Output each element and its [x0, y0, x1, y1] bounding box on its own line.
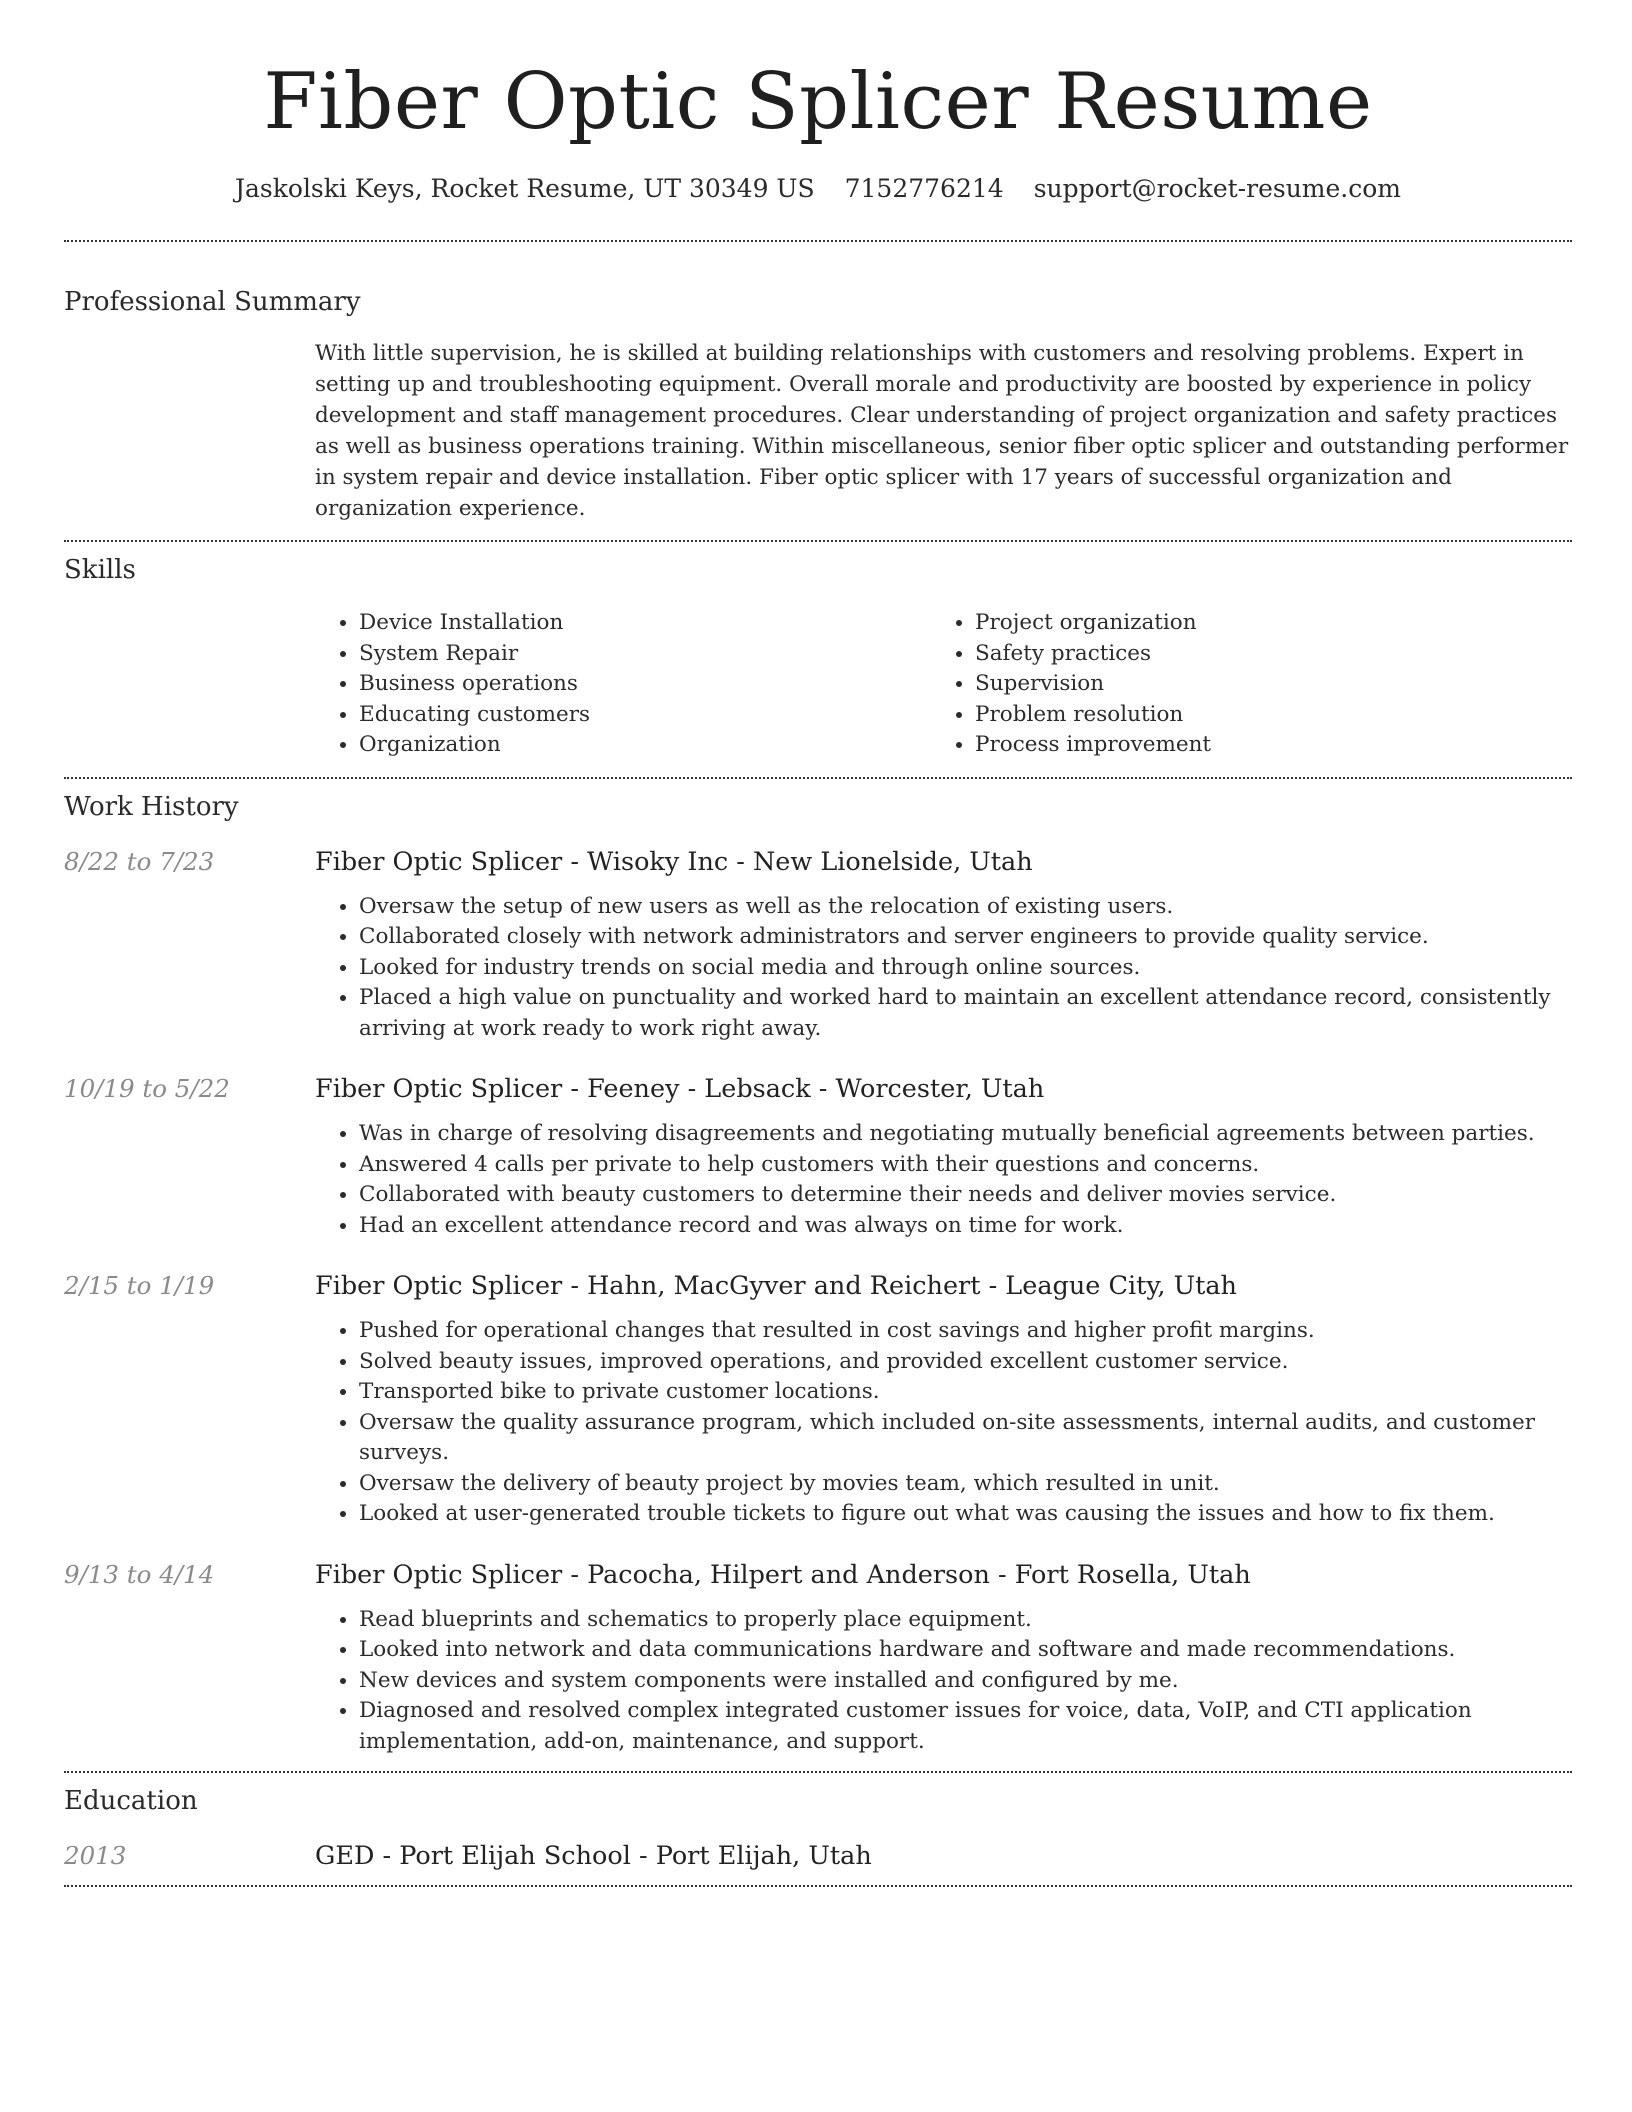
- summary-section: [64, 242, 1572, 524]
- divider: [64, 1885, 1572, 1887]
- job-bullets: [315, 892, 1572, 1045]
- job-entry: [64, 1560, 1572, 1758]
- resume-title: Fiber Optic Splicer Resume: [263, 57, 1373, 147]
- job-bullet: • Oversaw the setup of new users as well as the relocation of existing users.: [359, 892, 1572, 923]
- job-entry: [64, 847, 1572, 1045]
- work-history-section: [64, 779, 1572, 1758]
- job-bullet: • Oversaw the delivery of beauty project by movies team, which resulted in unit.: [359, 1469, 1572, 1500]
- job-title: Fiber Optic Splicer - Hahn, MacGyver and Reichert - League City, Utah: [315, 1271, 1237, 1301]
- skills-columns: [315, 608, 1572, 761]
- job-title: Fiber Optic Splicer - Feeney - Lebsack - Worcester, Utah: [315, 1074, 1045, 1104]
- skill-item: • Organization: [359, 730, 931, 761]
- job-bullet: • Transported bike to private customer locations.: [359, 1377, 1572, 1408]
- job-entry: [64, 1271, 1572, 1530]
- contact-email: support@rocket-resume.com: [1033, 174, 1401, 203]
- job-bullet: • Collaborated with beauty customers to determine their needs and deliver movies service.: [359, 1180, 1572, 1211]
- job-bullets: [315, 1316, 1572, 1530]
- contact-line: [64, 174, 1572, 204]
- job-bullet: • Placed a high value on punctuality and worked hard to maintain an excellent attendance record, consistently arriving at work ready to work right away.: [359, 983, 1572, 1044]
- education-detail: GED - Port Elijah School - Port Elijah, Utah: [315, 1841, 872, 1871]
- summary-heading: Professional Summary: [64, 287, 361, 317]
- job-dates: 10/19 to 5/22: [64, 1074, 230, 1103]
- skill-item: • Safety practices: [975, 639, 1555, 670]
- skills-section: [64, 542, 1572, 761]
- skill-item: • Project organization: [975, 608, 1555, 639]
- skill-item: • Business operations: [359, 669, 931, 700]
- education-year: 2013: [64, 1841, 127, 1870]
- skills-list-left: [315, 608, 931, 761]
- job-bullet: • Had an excellent attendance record and was always on time for work.: [359, 1211, 1572, 1242]
- job-bullet: • Read blueprints and schematics to properly place equipment.: [359, 1605, 1572, 1636]
- job-bullet: • Oversaw the quality assurance program, which included on-site assessments, internal audits, and customer surveys.: [359, 1408, 1572, 1469]
- job-bullet: • Answered 4 calls per private to help customers with their questions and concerns.: [359, 1150, 1572, 1181]
- job-bullet: • Looked for industry trends on social media and through online sources.: [359, 953, 1572, 984]
- job-dates: 9/13 to 4/14: [64, 1559, 215, 1589]
- work-history-heading: Work History: [64, 791, 239, 822]
- summary-body: [315, 338, 1572, 524]
- job-bullet: • New devices and system components were installed and configured by me.: [359, 1666, 1572, 1697]
- job-bullets: [315, 1605, 1572, 1758]
- job-dates: 8/22 to 7/23: [64, 846, 215, 876]
- skills-list-right: [931, 608, 1555, 761]
- job-bullet: • Solved beauty issues, improved operations, and provided excellent customer service.: [359, 1347, 1572, 1378]
- job-bullets: [315, 1119, 1572, 1241]
- skill-item: • Device Installation: [359, 608, 931, 639]
- skill-item: • Supervision: [975, 669, 1555, 700]
- job-bullet: • Was in charge of resolving disagreements and negotiating mutually beneficial agreements between parties.: [359, 1119, 1572, 1150]
- resume-page: [64, 0, 1572, 1887]
- job-bullet: • Looked at user-generated trouble tickets to figure out what was causing the issues and how to fix them.: [359, 1499, 1572, 1530]
- skill-item: • Educating customers: [359, 700, 931, 731]
- skill-item: • Problem resolution: [975, 700, 1555, 731]
- skill-item: • Process improvement: [975, 730, 1555, 761]
- skills-heading: Skills: [64, 555, 136, 585]
- job-entry: [64, 1074, 1572, 1241]
- education-heading: Education: [64, 1786, 198, 1816]
- contact-phone: 7152776214: [844, 174, 1004, 203]
- job-bullet: • Diagnosed and resolved complex integrated customer issues for voice, data, VoIP, and CTI application implementation, add-on, maintenance, and support.: [359, 1696, 1572, 1757]
- job-dates: 2/15 to 1/19: [64, 1271, 215, 1300]
- education-entry: [64, 1841, 1572, 1871]
- contact-address: Jaskolski Keys, Rocket Resume, UT 30349 US: [234, 174, 815, 203]
- job-bullet: • Pushed for operational changes that resulted in cost savings and higher profit margins.: [359, 1316, 1572, 1347]
- job-title: Fiber Optic Splicer - Wisoky Inc - New Lionelside, Utah: [315, 846, 1033, 877]
- summary-text: With little supervision, he is skilled at building relationships with customers and resolving problems. Expert in setting up and troubleshooting equipment. Overall morale and productivity are boosted by experience in policy development and staff management procedures. Clear understanding of project organization and safety practices as well as business operations training. Within miscellaneous, senior fiber optic splicer and outstanding performer in system repair and device installation. Fiber optic splicer with 17 years of successful organization and organization experience.: [315, 341, 1569, 521]
- job-bullet: • Collaborated closely with network administrators and server engineers to provide quality service.: [359, 922, 1572, 953]
- education-section: [64, 1773, 1572, 1871]
- job-title: Fiber Optic Splicer - Pacocha, Hilpert and Anderson - Fort Rosella, Utah: [315, 1559, 1251, 1590]
- skill-item: • System Repair: [359, 639, 931, 670]
- job-bullet: • Looked into network and data communications hardware and software and made recommendations.: [359, 1635, 1572, 1666]
